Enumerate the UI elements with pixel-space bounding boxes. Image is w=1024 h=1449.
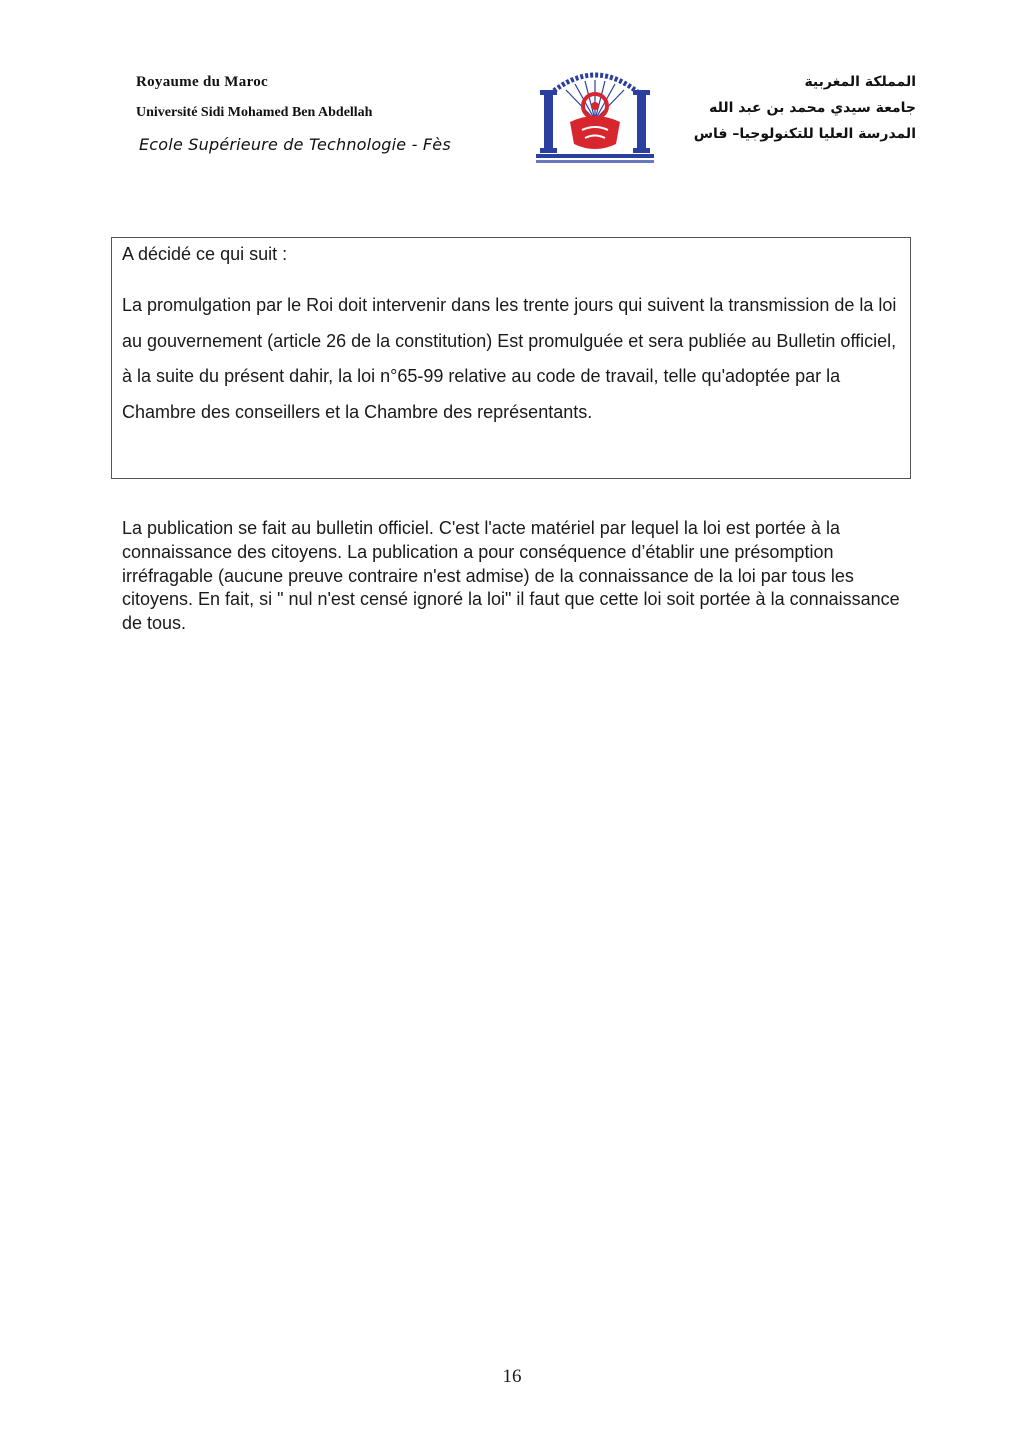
- decision-heading: A décidé ce qui suit :: [122, 244, 288, 264]
- header-left-block: [136, 74, 451, 154]
- header-university-ar: جامعة سيدي محمد بن عبد الله: [709, 100, 916, 116]
- publication-paragraph: La publication se fait au bulletin officiel. C'est l'acte matériel par lequel la loi est portée à la connaissance des citoyens. La publication a pour conséquence d’établir une présomption irréfragable (aucune preuve contraire n'est admise) de la connaissance de la loi par tous les citoyens. En fait, si " nul n'est censé ignoré la loi" il faut que cette loi soit portée à la connaissance de tous.: [122, 518, 900, 634]
- header-kingdom-ar: المملكة المغربية: [804, 74, 916, 90]
- header-university-fr: Université Sidi Mohamed Ben Abdellah: [136, 105, 373, 120]
- decision-box: [111, 237, 911, 479]
- header-kingdom-fr: Royaume du Maroc: [136, 74, 269, 90]
- decision-body: La promulgation par le Roi doit intervenir dans les trente jours qui suivent la transmission de la loi au gouvernement (article 26 de la constitution) Est promulguée et sera publiée au Bulletin officiel, à la suite du présent dahir, la loi n°65-99 relative au code de travail, telle qu'adoptée par la Chambre des conseillers et la Chambre des représentants.: [122, 295, 897, 422]
- page-number: 16: [502, 1366, 522, 1387]
- university-emblem-icon: [530, 60, 660, 166]
- header-school-fr: Ecole Supérieure de Technologie - Fès: [139, 135, 451, 154]
- header-right-block: [694, 74, 916, 152]
- header-school-ar: المدرسة العليا للتكنولوجيا– فاس: [693, 126, 916, 142]
